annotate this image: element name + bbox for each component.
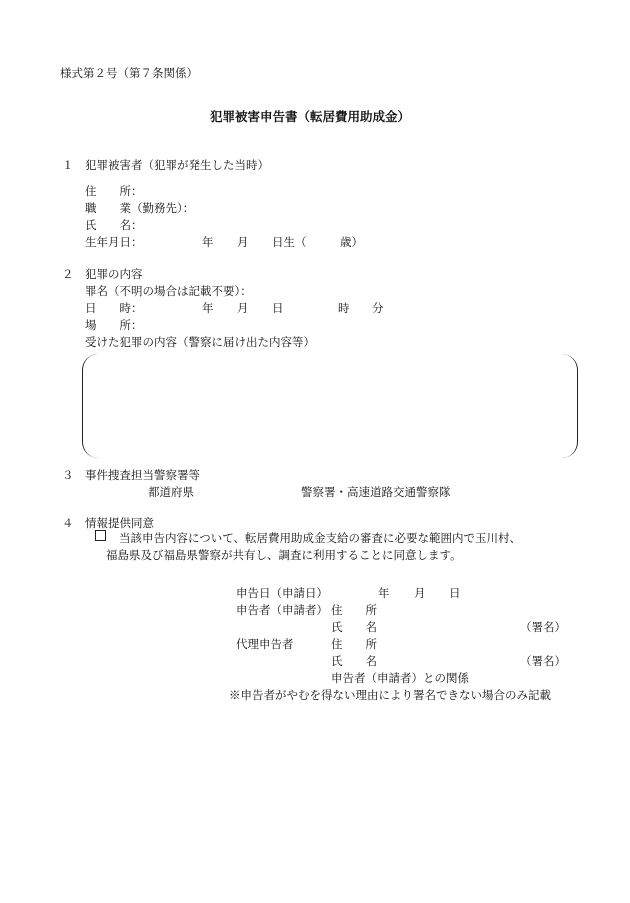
agent-address-label: 住 所 <box>331 637 377 651</box>
agent-signature-label: （署名） <box>520 654 566 668</box>
birth-month-label: 月 <box>237 235 249 249</box>
age-label: 歳） <box>340 235 363 249</box>
app-day-label: 日 <box>449 586 461 600</box>
consent-text-line2: 福島県及び福島県警察が共有し、調査に利用することに同意します。 <box>106 548 462 562</box>
consent-checkbox[interactable] <box>95 530 106 541</box>
application-date-label: 申告日（申請日） <box>236 586 328 600</box>
datetime-label: 日 時： <box>85 301 143 315</box>
victim-name-label: 氏 名： <box>85 218 143 232</box>
dt-minute-label: 分 <box>372 301 384 315</box>
applicant-name-label: 氏 名 <box>331 620 377 634</box>
page-title: 犯罪被害申告書（転居費用助成金） <box>210 109 411 124</box>
section-2-heading: ２ 犯罪の内容 <box>62 267 143 281</box>
consent-text-line1: 当該申告内容について、転居費用助成金支給の審査に必要な範囲内で玉川村、 <box>119 531 522 545</box>
damage-content-box[interactable] <box>82 354 578 458</box>
damage-label: 受けた犯罪の内容（警察に届け出た内容等） <box>85 335 315 349</box>
prefecture-label: 都道府県 <box>148 485 194 499</box>
dt-month-label: 月 <box>237 301 249 315</box>
police-station-label: 警察署・高速道路交通警察隊 <box>301 485 451 499</box>
birth-year-label: 年 <box>202 235 214 249</box>
section-4-heading: ４ 情報提供同意 <box>62 516 154 530</box>
signature-note: ※申告者がやむを得ない理由により署名できない場合のみ記載 <box>229 688 551 702</box>
relation-label: 申告者（申請者）との関係 <box>331 671 469 685</box>
section-1-heading: １ 犯罪被害者（犯罪が発生した当時） <box>62 158 269 172</box>
applicant-signature-label: （署名） <box>520 620 566 634</box>
address-label: 住 所： <box>85 184 143 198</box>
agent-label: 代理申告者 <box>236 637 294 651</box>
dt-day-label: 日 <box>272 301 284 315</box>
app-month-label: 月 <box>414 586 426 600</box>
birth-day-label: 日生（ <box>272 235 307 249</box>
form-number: 様式第２号（第７条関係） <box>60 66 198 80</box>
dt-hour-label: 時 <box>338 301 350 315</box>
occupation-label: 職 業（勤務先）： <box>85 201 195 215</box>
dt-year-label: 年 <box>202 301 214 315</box>
agent-name-label: 氏 名 <box>331 654 377 668</box>
crime-name-label: 罪名（不明の場合は記載不要）： <box>85 284 252 298</box>
app-year-label: 年 <box>378 586 390 600</box>
applicant-address-label: 住 所 <box>331 603 377 617</box>
birthdate-label: 生年月日： <box>85 235 143 249</box>
place-label: 場 所： <box>85 318 143 332</box>
section-3-heading: ３ 事件捜査担当警察署等 <box>62 468 200 482</box>
applicant-label: 申告者（申請者） <box>236 603 328 617</box>
